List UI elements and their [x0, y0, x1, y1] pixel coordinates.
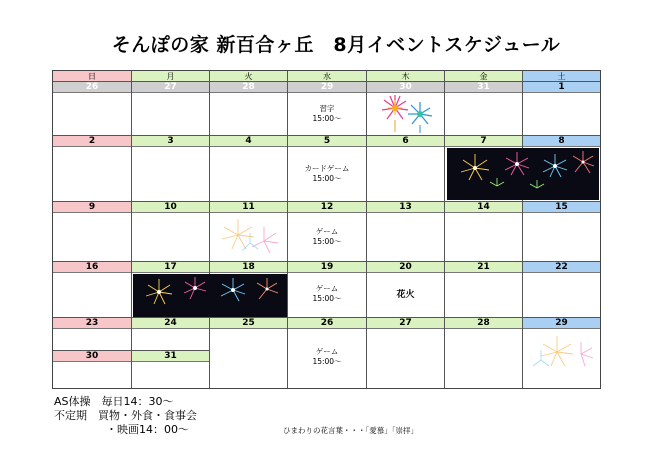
- fireworks-icon: [214, 213, 284, 259]
- weekday-header-sun: 日: [53, 71, 132, 82]
- calendar-grid: [52, 70, 601, 389]
- day-number: 26: [288, 318, 366, 329]
- fireworks-icon: [527, 332, 597, 374]
- day-number: 29: [523, 318, 600, 329]
- night-fireworks-image: [133, 274, 287, 317]
- day-number: 5: [288, 136, 366, 147]
- event-label: ゲーム: [315, 347, 339, 356]
- day-number: 12: [288, 202, 366, 213]
- day-cell: [53, 351, 132, 388]
- weekday-header-sat: 土: [523, 71, 600, 82]
- day-number: 30: [367, 82, 444, 93]
- day-cell: [210, 202, 288, 262]
- day-number: 21: [445, 262, 522, 273]
- day-number: 27: [367, 318, 444, 329]
- night-fireworks-image: [447, 148, 599, 200]
- day-cell: [288, 262, 367, 318]
- day-cell: [132, 136, 210, 202]
- event-label: 習字: [319, 104, 335, 113]
- weekday-header-tue: 火: [210, 71, 288, 82]
- day-cell: [367, 82, 445, 136]
- day-cell: [367, 202, 445, 262]
- day-cell: [445, 262, 523, 318]
- day-number: 17: [132, 262, 209, 273]
- day-cell: [288, 318, 367, 388]
- event-time: 15:00～: [312, 294, 342, 303]
- day-number: 4: [210, 136, 287, 147]
- day-number: 30: [53, 351, 131, 362]
- day-cell: [523, 318, 600, 388]
- day-number: 23: [53, 318, 131, 329]
- weekday-header-wed: 水: [288, 71, 367, 82]
- page-title: そんぽの家 新百合ヶ丘 8月イベントスケジュール: [111, 34, 561, 56]
- day-cell: [53, 136, 132, 202]
- day-cell: [523, 262, 600, 318]
- event-time: 15:00～: [312, 114, 342, 123]
- day-number: 31: [132, 351, 209, 362]
- weekday-header-fri: 金: [445, 71, 523, 82]
- day-cell: [210, 318, 288, 388]
- day-cell: [53, 318, 132, 351]
- footer-line-1: AS体操 毎日14：30～: [54, 395, 174, 408]
- day-number: 19: [288, 262, 366, 273]
- day-number: 14: [445, 202, 522, 213]
- weekday-header-mon: 月: [132, 71, 210, 82]
- event-label: カードゲーム: [304, 164, 350, 173]
- day-number: 2: [53, 136, 131, 147]
- day-number: 22: [523, 262, 600, 273]
- event-label: 花火: [396, 290, 415, 300]
- flower-language-note: ひまわりの花言葉・・・「愛慕」「崇拝」: [283, 426, 418, 435]
- day-cell: [53, 262, 132, 318]
- day-cell: [445, 202, 523, 262]
- day-number: 20: [367, 262, 444, 273]
- day-cell: [210, 82, 288, 136]
- day-cell: [445, 82, 523, 136]
- event-time: 15:00～: [312, 357, 342, 366]
- day-cell: [523, 82, 600, 136]
- day-number: 11: [210, 202, 287, 213]
- day-number: 28: [445, 318, 522, 329]
- day-number: 31: [445, 82, 522, 93]
- day-cell: [367, 136, 445, 202]
- day-number: 27: [132, 82, 209, 93]
- day-number: 9: [53, 202, 131, 213]
- day-cell: [367, 262, 445, 318]
- fireworks-icon: [373, 92, 439, 134]
- footer-line-2: 不定期 買物・外食・食事会: [54, 409, 197, 422]
- day-number: 26: [53, 82, 131, 93]
- day-cell: [288, 82, 367, 136]
- day-number: 6: [367, 136, 444, 147]
- day-number: 28: [210, 82, 287, 93]
- day-cell: [53, 82, 132, 136]
- day-number: 1: [523, 82, 600, 93]
- day-number: 13: [367, 202, 444, 213]
- day-number: 3: [132, 136, 209, 147]
- weekday-header-thu: 木: [367, 71, 445, 82]
- day-cell: [132, 82, 210, 136]
- day-cell: [445, 318, 523, 388]
- day-number: 24: [132, 318, 209, 329]
- day-number: 15: [523, 202, 600, 213]
- day-number: 8: [523, 136, 600, 147]
- day-number: 25: [210, 318, 287, 329]
- day-number: 29: [288, 82, 366, 93]
- footer-line-3: ・映画14：00～: [106, 423, 189, 436]
- event-label: ゲーム: [315, 227, 339, 236]
- day-number: 7: [445, 136, 522, 147]
- day-number: 10: [132, 202, 209, 213]
- event-label: ゲーム: [315, 284, 339, 293]
- day-number: 16: [53, 262, 131, 273]
- day-cell: [132, 202, 210, 262]
- event-time: 15:00～: [312, 237, 342, 246]
- day-number: 18: [210, 262, 287, 273]
- event-time: 15:00～: [312, 174, 342, 183]
- day-cell: [367, 318, 445, 388]
- day-cell: [523, 202, 600, 262]
- day-cell: [132, 318, 210, 351]
- day-cell: [288, 202, 367, 262]
- day-cell: [53, 202, 132, 262]
- day-cell: [132, 351, 210, 388]
- day-cell: [210, 136, 288, 202]
- day-cell: [288, 136, 367, 202]
